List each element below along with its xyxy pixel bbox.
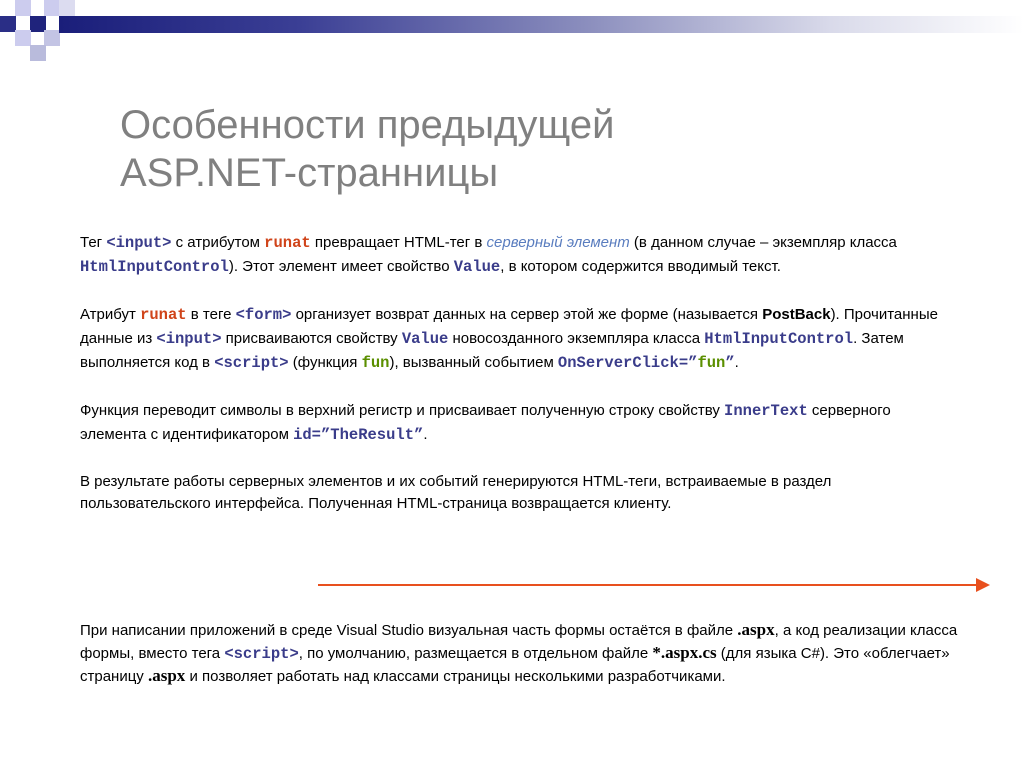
- paragraph-visual-studio: [80, 619, 960, 688]
- code-fun: fun: [361, 354, 390, 372]
- paragraph-result: В результате работы серверных элементов и их событий генерируются HTML-теги, встраиваемые в раздел пользовательского интерфейса. Полученная HTML-страница возвращается клиенту.: [80, 473, 832, 512]
- code-value: Value: [453, 258, 501, 276]
- text: , по умолчанию, размещается в отдельном файле: [298, 645, 653, 662]
- arrow-right-icon: [318, 577, 990, 593]
- code-value: Value: [401, 330, 449, 348]
- text: ). Прочитанные данные из: [80, 306, 938, 347]
- slide-title: [120, 101, 980, 197]
- deco-square: [0, 16, 16, 32]
- text: .: [423, 426, 428, 443]
- text: .: [734, 354, 739, 371]
- slide-body: [80, 231, 960, 539]
- text: в теге: [186, 306, 236, 323]
- code-script-tag: <script>: [214, 354, 289, 372]
- deco-square: [15, 0, 31, 16]
- code-input-tag: <input>: [106, 234, 172, 252]
- text: Атрибут: [80, 306, 141, 323]
- code-class-name: HtmlInputControl: [704, 330, 854, 348]
- code-script-tag: <script>: [224, 645, 299, 663]
- code-id: id=”TheResult”: [293, 426, 424, 444]
- text: , а код реализации класса формы, вместо тега: [80, 622, 958, 662]
- code-innertext: InnerText: [724, 402, 808, 420]
- code-form-tag: <form>: [235, 306, 292, 324]
- aspxcs-term: *.aspx.cs: [652, 643, 717, 662]
- deco-square: [30, 45, 46, 61]
- code-quote: ”: [725, 354, 735, 372]
- deco-square: [59, 0, 75, 16]
- text: превращает HTML-тег в: [310, 234, 487, 251]
- text: Тег: [80, 234, 107, 251]
- paragraph-function: [80, 399, 960, 447]
- deco-square: [44, 30, 60, 46]
- text: и позволяет работать над классами страницы несколькими разработчиками.: [185, 668, 726, 685]
- text: новосозданного экземпляра класса: [448, 330, 705, 347]
- text: При написании приложений в среде Visual Studio визуальная часть формы остаётся в файле: [80, 622, 738, 639]
- text: , в котором содержится вводимый текст.: [500, 258, 781, 275]
- code-runat: runat: [264, 234, 311, 252]
- postback-term: PostBack: [762, 306, 831, 323]
- aspx-term: .aspx: [737, 620, 775, 639]
- text: ). Этот элемент имеет свойство: [228, 258, 454, 275]
- header-decoration: [0, 0, 1024, 64]
- code-fun: fun: [697, 354, 726, 372]
- text: ), вызванный событием: [389, 354, 558, 371]
- text: с атрибутом: [171, 234, 265, 251]
- slide-title-line1: Особенности предыдущей: [120, 103, 615, 147]
- text: . Затем выполняется код в: [80, 330, 904, 371]
- code-input-tag: <input>: [156, 330, 222, 348]
- text: (функция: [288, 354, 362, 371]
- code-runat: runat: [140, 306, 187, 324]
- server-element-term: серверный элемент: [486, 234, 630, 251]
- aspx-term: .aspx: [147, 666, 186, 685]
- text: присваиваются свойству: [221, 330, 402, 347]
- code-onserverclick: OnServerClick=”: [557, 354, 698, 372]
- deco-square: [15, 30, 31, 46]
- paragraph-runat-form: [80, 303, 960, 375]
- paragraph-input-tag: [80, 231, 960, 279]
- deco-square: [44, 0, 60, 16]
- header-gradient-bar: [59, 16, 1024, 33]
- slide-title-line2: ASP.NET-странницы: [120, 151, 499, 195]
- code-class-name: HtmlInputControl: [80, 258, 229, 276]
- text: серверного элемента с идентификатором: [80, 402, 891, 443]
- text: организует возврат данных на сервер этой же форме (называется: [291, 306, 763, 323]
- text: (в данном случае – экземпляр класса: [629, 234, 897, 251]
- text: (для языка C#). Это «облегчает» страницу: [80, 645, 950, 685]
- text: Функция переводит символы в верхний регистр и присваивает полученную строку свойству: [80, 402, 725, 419]
